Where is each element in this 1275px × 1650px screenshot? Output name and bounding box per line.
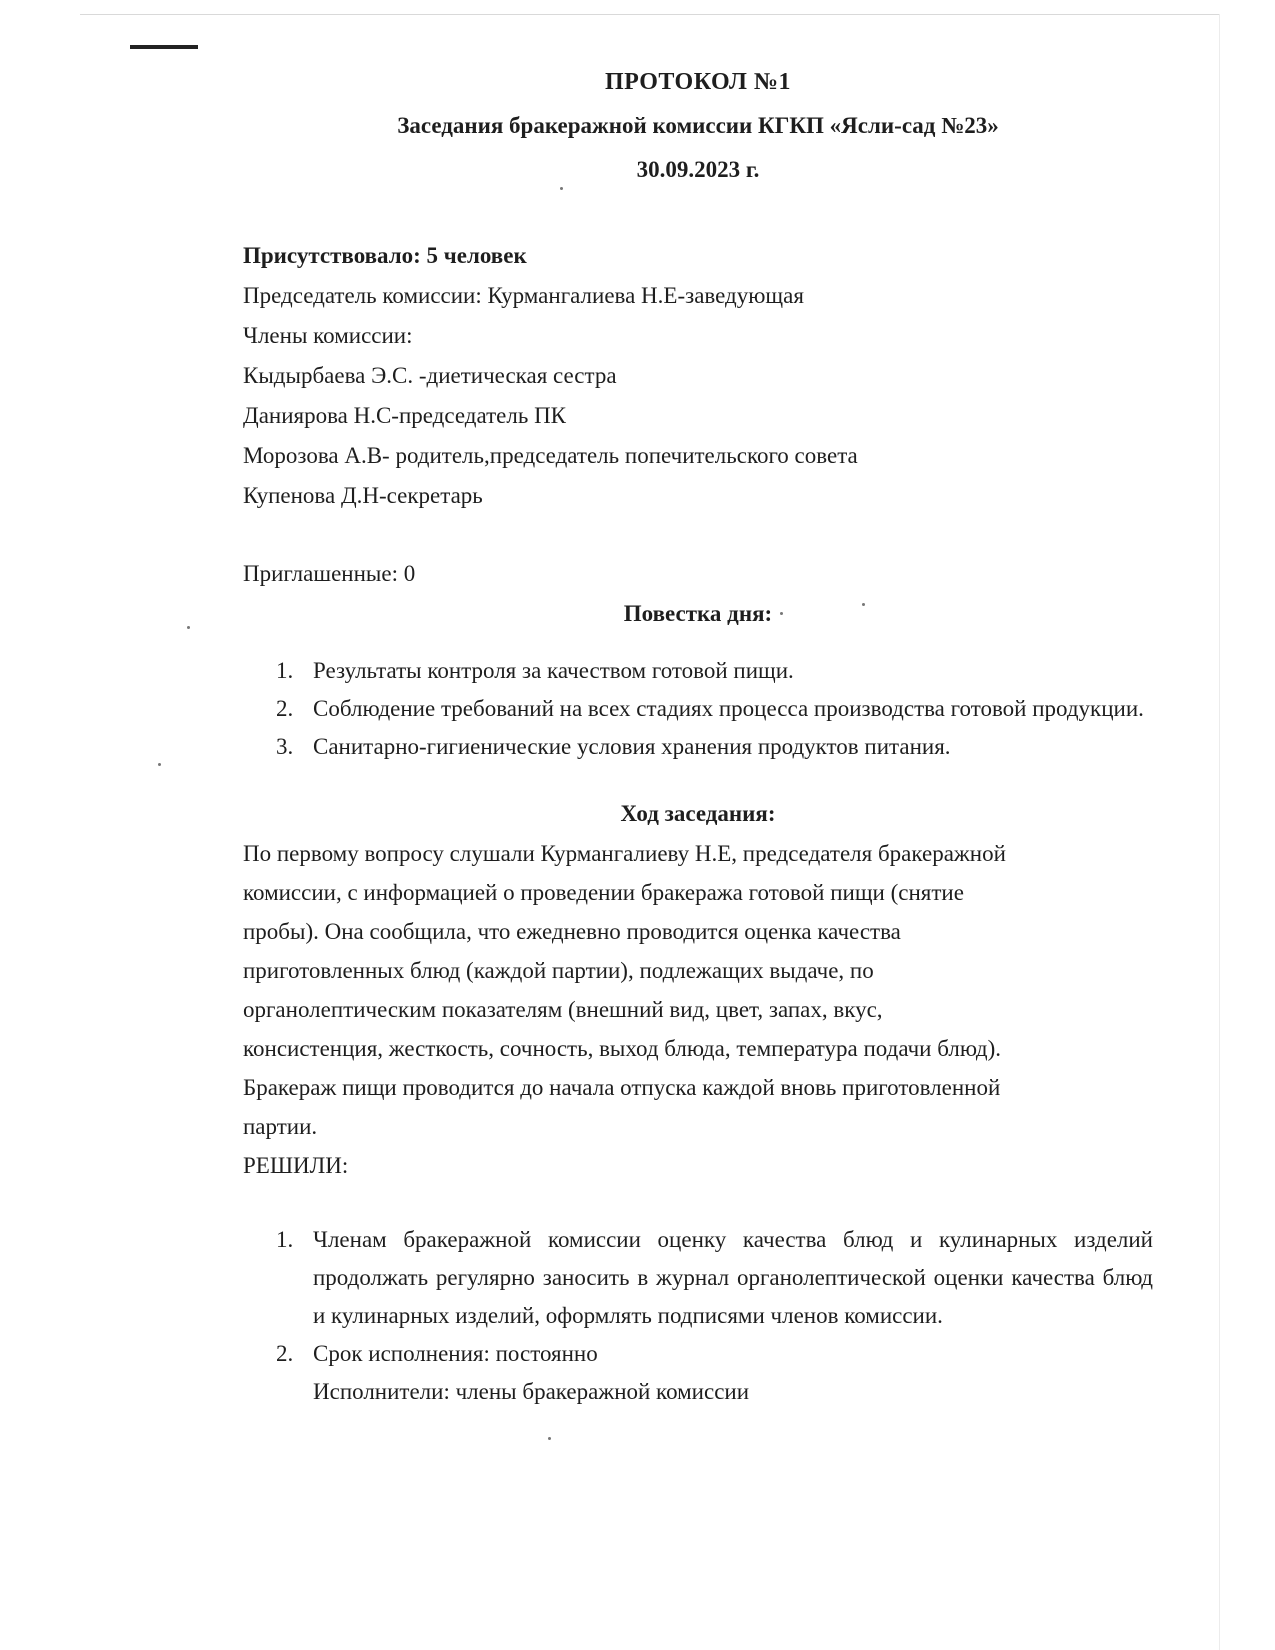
course-line: консистенция, жесткость, сочность, выход блюда, температура подачи блюд). bbox=[243, 1036, 1001, 1061]
document-title: ПРОТОКОЛ №1 bbox=[605, 69, 791, 95]
scan-speck bbox=[187, 626, 190, 629]
decision-item-text: Членам бракеражной комиссии оценку качества блюд и кулинарных изделий продолжать регулярно заносить в журнал органолептической оценки качества блюд и кулинарных изделий, оформлять подписями членов комиссии. bbox=[313, 1227, 1153, 1328]
course-line: комиссии, с информацией о проведении бракеража готовой пищи (снятие bbox=[243, 880, 964, 905]
agenda-item-number: 3. bbox=[276, 734, 294, 759]
member-item: Купенова Д.Н-секретарь bbox=[243, 483, 483, 508]
course-paragraph bbox=[243, 834, 1153, 1146]
decision-item bbox=[243, 1221, 1153, 1335]
scan-border-top bbox=[80, 14, 1220, 15]
decision-item-number: 2. bbox=[276, 1341, 294, 1366]
document-date: 30.09.2023 г. bbox=[636, 157, 760, 182]
member-item: Морозова А.В- родитель,председатель попечительского совета bbox=[243, 443, 858, 468]
agenda-list bbox=[243, 652, 1153, 766]
course-heading: Ход заседания: bbox=[620, 801, 776, 826]
scan-border-right bbox=[1219, 14, 1220, 1650]
course-line: органолептическим показателям (внешний вид, цвет, запах, вкус, bbox=[243, 997, 883, 1022]
document-page bbox=[243, 60, 1153, 1411]
course-line: пробы). Она сообщила, что ежедневно проводится оценка качества bbox=[243, 919, 901, 944]
executors-line: Исполнители: члены бракеражной комиссии bbox=[313, 1379, 750, 1404]
course-line: Бракераж пищи проводится до начала отпуска каждой вновь приготовленной bbox=[243, 1075, 1001, 1100]
scan-speck bbox=[158, 763, 161, 766]
invited-count: Приглашенные: 0 bbox=[243, 561, 416, 586]
agenda-item-number: 2. bbox=[276, 696, 294, 721]
attendance-block bbox=[243, 236, 1153, 516]
course-line: По первому вопросу слушали Курмангалиеву Н.Е, председателя бракеражной bbox=[243, 841, 1006, 866]
member-item: Кыдырбаева Э.С. -диетическая сестра bbox=[243, 363, 617, 388]
agenda-item-text: Соблюдение требований на всех стадиях процесса производства готовой продукции. bbox=[313, 696, 1144, 721]
document-subtitle: Заседания бракеражной комиссии КГКП «Ясли-сад №23» bbox=[397, 113, 999, 138]
corner-mark bbox=[130, 45, 198, 49]
agenda-item-number: 1. bbox=[276, 658, 294, 683]
decided-label: РЕШИЛИ: bbox=[243, 1153, 349, 1178]
decisions-list bbox=[243, 1221, 1153, 1373]
agenda-item bbox=[243, 728, 1153, 766]
agenda-item bbox=[243, 690, 1153, 728]
course-line: партии. bbox=[243, 1114, 318, 1139]
decision-item bbox=[243, 1335, 1153, 1373]
decision-item-number: 1. bbox=[276, 1227, 294, 1252]
agenda-item bbox=[243, 652, 1153, 690]
agenda-heading: Повестка дня: bbox=[623, 601, 773, 626]
members-label: Члены комиссии: bbox=[243, 323, 413, 348]
agenda-item-text: Результаты контроля за качеством готовой пищи. bbox=[313, 658, 794, 683]
agenda-item-text: Санитарно-гигиенические условия хранения продуктов питания. bbox=[313, 734, 951, 759]
scan-speck bbox=[548, 1437, 551, 1440]
course-line: приготовленных блюд (каждой партии), подлежащих выдаче, по bbox=[243, 958, 874, 983]
attendance-count: Присутствовало: 5 человек bbox=[243, 243, 527, 268]
commission-chairman: Председатель комиссии: Курмангалиева Н.Е-заведующая bbox=[243, 283, 804, 308]
member-item: Даниярова Н.С-председатель ПК bbox=[243, 403, 567, 428]
decision-item-text: Срок исполнения: постоянно bbox=[313, 1341, 598, 1366]
